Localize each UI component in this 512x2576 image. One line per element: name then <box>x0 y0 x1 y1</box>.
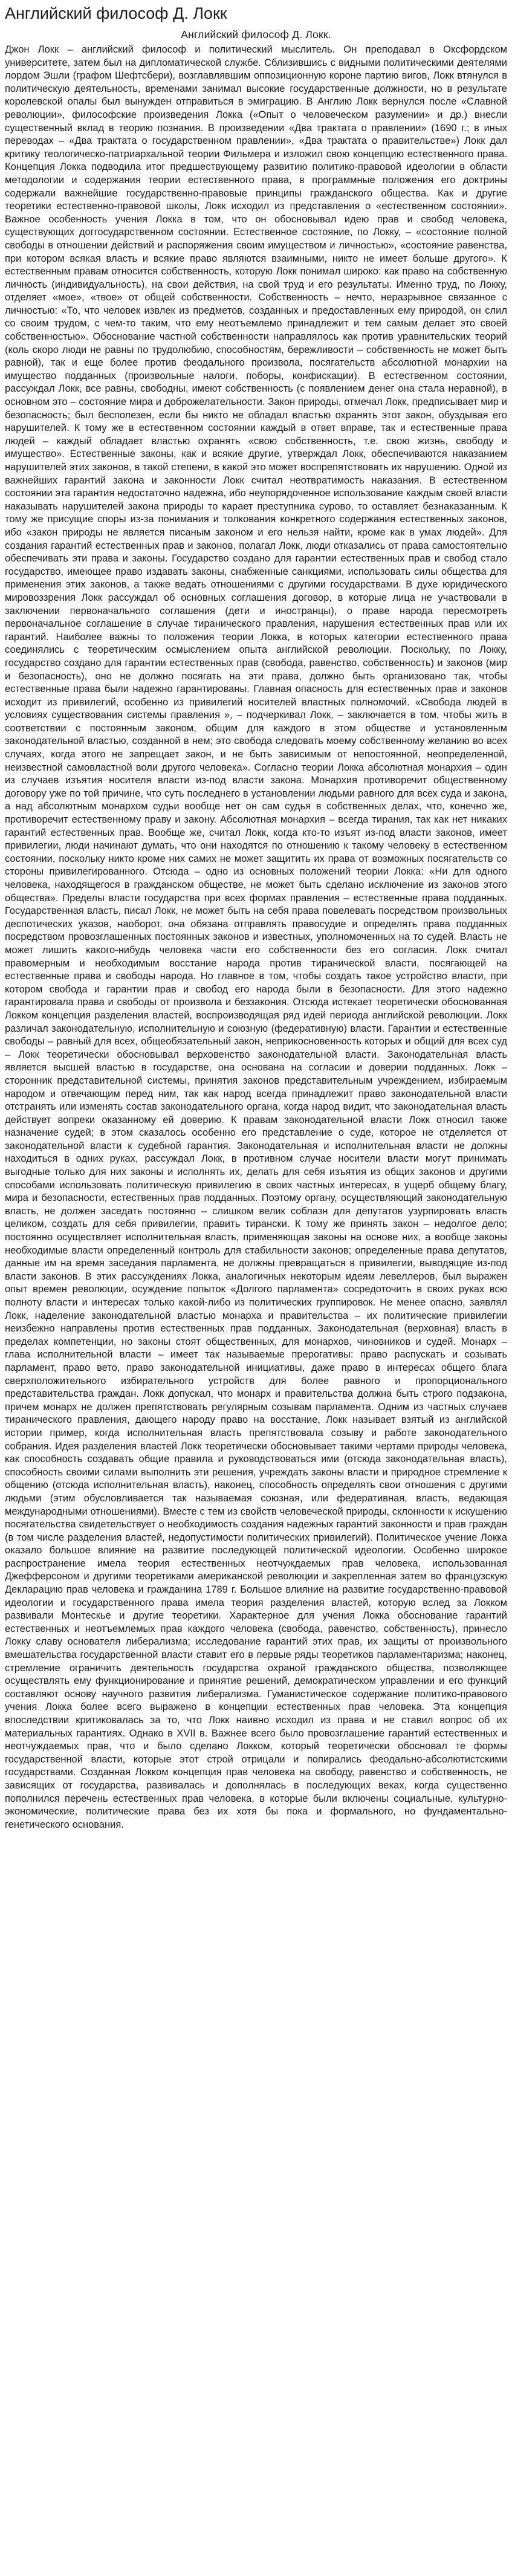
page-title: Английский философ Д. Локк <box>5 4 227 22</box>
document-subtitle: Английский философ Д. Локк. <box>181 28 331 40</box>
body-paragraph: Джон Локк – английский философ и политический мыслитель. Он преподавал в Оксфордском университете, затем был на дипломатической службе. Сблизившись с видными политическими деятелями лордом Эшли (графом Шефтсбери), возглавлявшим оппозиционную короне партию вигов, Локк втянулся в политическую деятельность, временами занимал высокие государственные должности, но в результате королевской опалы был вынужден отправиться в эмиграцию. В Англию Локк вернулся после «Славной революции», философские произведения Локка («Опыт о человеческом разумении» и др.) внесли существенный вклад в теорию познания. В произведении «Два трактата о правлении» (1690 г.; в иных переводах – «Два трактата о государственном правлении», «Два трактата о правительстве») Локк дал критику теологическо-патриархальной теории Фильмера и изложил свою концепцию естественного права. Концепция Локка подводила итог предшествующему развитию политико-правовой идеологии в области методологии и содержания теории естественного права, в программные положения его доктрины содержали важнейшие государственно-правовые принципы гражданского общества. Как и другие теоретики естественно-правовой школы, Локк исходил из представления о «естественном состоянии». Важное особенность учения Локка в том, что он обосновывал идею прав и свобод человека, существующих доггосударственном состоянии. Естественное состояние, по Локку, – «состояние полной свободы в отношении действий и распоряжения своим имуществом и личностью», «состояние равенства, при котором всякая власть и всякие право являются взаимными, никто не имеет больше другого». К естественным правам относится собственность, которую Локк понимал широко: как право на собственную личность (индивидуальность), на свои действия, на свой труд и его результаты. Именно труд, по Локку, отделяет «мое», «твое» от общей собственности. Собственность – нечто, неразрывное связанное с личностью: «То, что человек извлек из предметов, созданных и предоставленных ему природой, он слил со своим трудом, с чем-то таким, что ему неотъемлемо принадлежит и тем самым делает это своей собственностью». Обоснование частной собственности направлялось как против уравнительских теорий (коль скоро люди не равны по трудолюбию, способностям, бережливости – собственность не может быть равной), так и еще более против феодального произвола, посягательств абсолютной монархии на имущество подданных (произвольные налоги, поборы, конфискации). В естественном состоянии, рассуждал Локк, все равны, свободны, имеют собственность (с появлением денег она стала неравной), в основном это – состояние мира и доброжелательности. Закон природы, отмечал Локк, предписывает мир и безопасность; был бесполезен, если бы никто не обладал властью охранять этот закон, обуздывая его нарушителей. К тому же в естественном состоянии каждый в ответ вправе, так и естественные права людей – каждый обладает властью охранять «свою собственность, т.е. свою жизнь, свободу и имущество». Естественные законы, как и всякие другие, утверждал Локк, обеспечиваются наказанием нарушителей этих законов, в такой степени, в какой это может воспрепятствовать их нарушению. Одной из важнейших гарантий закона и законности Локк считал неотвратимость наказания. В естественном состоянии эта гарантия недостаточно надежна, ибо неупорядоченное использование каждым своей власти наказывать нарушителей закона природы то карает преступника сурово, то оставляет безнаказанным. К тому же присущие споры из-за понимания и толкования конкретного содержания естественных законов, ибо «закон природы не является писаным законом и его нельзя найти, кроме как в умах людей». Для создания гарантий естественных прав и законов, полагал Локк, люди отказались от права самостоятельно обеспечивать эти права и законы. Государство создано для гарантии естественных прав и свобод стало государство, имеющее право издавать законы, снабженные санкциями, использовать силы общества для применения этих законов, а также ведать отношениями с другими государствами. В духе юридического мировоззрения Локк рассуждал об основных соглашения договор, в которые лица не участвовали в заключении первоначального соглашения (дети и иностранцы), о праве народа пересмотреть первоначальное соглашение в случае тиранического правления, нарушения естественных прав или их гарантий. Наиболее важны то положения теории Локка, в которых категории естественного права соединялись с теоретическим осмыслением опыта английской революции. Поскольку, по Локку, государство создано для гарантии естественных прав (свобода, равенство, собственность) и законов (мир и безопасность), оно не должно посягать на эти права, должно быть организовано так, чтобы естественные права были надежно гарантированы. Главная опасность для естественных прав и законов исходит из привилегий, особенно из привилегий носителей властных полномочий. «Свобода людей в условиях существования системы правления », – подчеркивал Локк, – заключается в том, чтобы жить в соответствии с постоянным законом, общим для каждого в этом обществе и установленным законодательной властью, созданной в нем; это свобода следовать моему собственному желанию во всех случаях, когда этого не запрещает закон, и не быть зависимым от непостоянной, неопределенной, неизвестной самовластной воли другого человека». Согласно теории Локка абсолютная монархия – один из случаев изъятия носителя власти из-под власти закона. Монархия противоречит общественному договору уже по той причине, что суть последнего в установлении людьми равного для всех суда и закона, а над абсолютным монархом судьи вообще нет он сам судья в собственных делах, что, конечно же, противоречит естественному праву и закону. Абсолютная монархия – всегда тирания, так как нет никаких гарантий естественных прав. Вообще же, считал Локк, когда кто-то изъят из-под власти законов, имеет привилегии, люди начинают думать, что они находятся по отношению к такому человеку в естественном состоянии, поскольку никто кроме них самих не может защитить их права от возможных посягательств со стороны привилегированного. Отсюда – одно из основных положений теории Локка: «Ни для одного человека, находящегося в гражданском обществе, не может быть сделано исключение из законов этого общества». Пределы власти государства при всех формах правления – естественные права подданных. Государственная власть, писал Локк, не может быть на себя права повелевать посредством произвольных деспотических указов, наоборот, она обязана отправлять правосудие и определять права подданных посредством провозглашенных постоянных законов и известных, уполномоченных на то судей. Власть не может лишить какого-нибудь человека части его собственности без его согласия. Локк считал правомерным и необходимым восстание народа против тиранической власти, посягающей на естественные права и свободы народа. Но главное в том, чтобы создать такое устройство власти, при котором свобода и гарантии прав и свобод его народа были в безопасности. Для этого надежно гарантировала права и свободы от произвола и беззакония. Отсюда истекает теоретически обоснованная Локком концепция разделения властей, воспроизводящая ряд идей периода английской революции. Локк различал законодательную, исполнительную и союзную (федеративную) власти. Гарантии и естественные свободы – равный для всех, общеобязательный закон, неприкосновенность которых и общий для всех суд – Локк теоретически обосновывал верховенство законодательной власти. Законодательная власть является высшей властью в государстве, она основана на согласии и доверии подданных. Локк – сторонник представительной системы, принятия законов представительным учреждением, избираемым народом и отвечающим перед ним, так как народ всегда принадлежит право законодательной власти отстранять или изменять состав законодательного органа, когда народ видит, что законодательная власть действует вопреки оказанному ей доверию. К правам законодательной власти Локк относил также назначение судей; в этом сказалось особенно его представление о суде, которое не отделяется от законодательной власти к судебной гарантия. Законодательная и исполнительная власти не должны находиться в одних руках, рассуждал Локк, в противном случае носители власти могут принимать выгодные только для них законы и исполнять их, делать для себя изъятия из общих законов и другими способами использовать политическую привилегию в своих частных интересах, в ущерб общему благу, мира и безопасности, естественных прав подданных. Поэтому органу, осуществляющий законодательную власть, не должен заседать постоянно – слишком велик соблазн для депутатов узурпировать власть целиком, создать для себя привилегии, править тирански. К тому же принять закон – недолгое дело; постоянно осуществляет исполнительная власть, применяющая законы на основе них, а вообще законы необходимые власти определенный контроль для стабильности законов; определенные права депутатов, данные им на время заседания парламента, не должны превращаться в привилегии, выводящие из-под власти законов. В этих рассуждениях Локка, аналогичных некоторым идеям левеллеров, был выражен опыт времен революции, осуждение попыток «Долгого парламента» сосредоточить в своих руках всю полноту власти и интересах только какой-либо из политических группировок. Не менее опасно, заявлял Локк, наделение законодательной властью монарха и правительства – их политические привилегии неизбежно направлены против естественных прав подданных. Законодательная (верховная) власть в пределах компетенции, но законы стоят общественных, для монархов, чиновников и судей. Монарх – глава исполнительной власти – имеет так называемые прерогативы: право распускать и созывать парламент, право вето, право законодательной инициативы, даже право в интересах общего блага сверхположительного избирательного устройств для более равного и пропорционального представительства граждан. Локк допускал, что монарх и правительства должна быть строго подзакона, причем монарх не должен препятствовать регулярным созывам парламента. Одним из частных случаев тиранического правления, дающего народу право на восстание, Локк называет взятый из английской истории пример, когда исполнительная власть препятствовала созыву и работе законодательного собрания. Идея разделения властей Локк теоретически обосновывает такими чертами природы человека, как способность создавать общие правила и руководствоваться ими (отсюда законодательная власть), способность своими силами выполнить эти решения, учреждать законы власти и природное стремление к общению (отсюда исполнительная власть), наконец, способность определять свои отношения с другими людьми (этим обусловливается так называемая союзная, или федеративная, власть, ведающая международными отношениями). Вместе с тем из свойств человеческой природы, склонности к искушению посягательства свидетельствует о необходимость создания надежных гарантий законности и прав граждан (в том числе разделения властей, недопустимости политических привилегий). Политическое учение Локка оказало большое влияние на развитие последующей политической идеологии. Особенно широкое распространение имела теория естественных неотчуждаемых прав человека, использованная Джефферсоном и другими теоретиками американской революции и закрепленная затем во французскую Декларацию прав человека и гражданина 1789 г. Большое влияние на развитие государственно-правовой идеологии и государственного права имела теория разделения властей, которую вслед за Локком развивали Монтескье и другие теоретики. Характерное для учения Локка обоснование гарантий естественных и неотъемлемых прав каждого человека (свобода, равенство, собственность), принесло Локку славу основателя либерализма; исследование гарантий этих прав, их защиты от произвольного вмешательства государственной власти ставит его в первые ряды теоретиков парламентаризма; наконец, стремление ограничить деятельность государства охраной гражданского общества, позволяющее осуществлять ему функционирование и принятие решений, демократическом управлении и его функций составляют основу научного развития либерализма. Гуманистическое содержание политико-правового учения Локка более всего выражено в концепции естественных прав человека. Эта концепция впоследствии критиковалась за то, что Локк наивно исходил из права и не ставил вопрос об их материальных гарантиях. Однако в XVII в. Важнее всего было провозглашение гарантий естественных и неотчуждаемых прав, что и было сделано Локком, который теоретически обосновал те формы государственной власти, которые этот строй отрицали и попирались феодально-абсолютистскими государствами. Созданная Локком концепция прав человека на свободу, равенство и собственность, не зависящих от государства, развивалась и дополнялась в последующих веках, когда существенно пополнился перечень естественных прав человека, в которые были включены социальные, культурно-экономические, политические права без их хотя бы пока и формального, но фундаментально-генетического основания. <box>5 44 507 1830</box>
